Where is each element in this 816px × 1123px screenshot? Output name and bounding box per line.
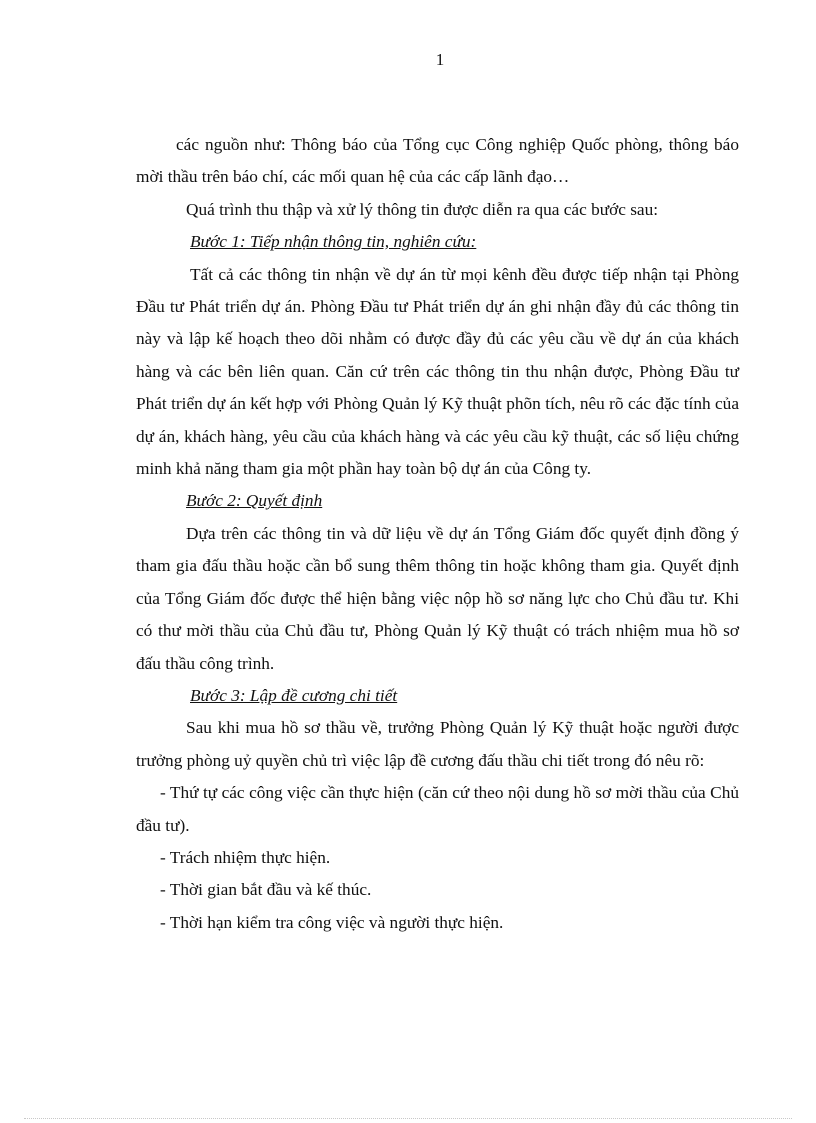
document-body xyxy=(136,129,739,939)
heading-step-3: Bước 3: Lập đề cương chi tiết xyxy=(190,685,398,705)
heading-step-1: Bước 1: Tiếp nhận thông tin, nghiên cứu: xyxy=(190,232,477,252)
page-bottom-divider xyxy=(24,1118,792,1119)
list-item: - Trách nhiệm thực hiện. xyxy=(160,847,331,867)
list-item: - Thời gian bắt đầu và kế thúc. xyxy=(160,880,372,900)
paragraph-step-1: Tất cả các thông tin nhận về dự án từ mọi kênh đều được tiếp nhận tại Phòng Đầu tư Phát triển dự án. Phòng Đầu tư Phát triển dự án ghi nhận đầy đủ các thông tin này và lập kế hoạch theo dõi nhằm có được đầy đủ các yêu cầu về dự án của khách hàng và các bên liên quan. Căn cứ trên các thông tin thu nhận được, Phòng Đầu tư Phát triển dự án kết hợp với Phòng Quản lý Kỹ thuật phõn tích, nêu rõ các đặc tính của dự án, khách hàng, yêu cầu của khách hàng và các yêu cầu kỹ thuật, các số liệu chứng minh khả năng tham gia một phần hay toàn bộ dự án của Công ty. xyxy=(136,264,739,479)
paragraph-sources: các nguồn như: Thông báo của Tổng cục Công nghiệp Quốc phòng, thông báo mời thầu trên báo chí, các mối quan hệ của các cấp lãnh đạo… xyxy=(136,135,739,187)
paragraph-step-3: Sau khi mua hồ sơ thầu về, trưởng Phòng Quản lý Kỹ thuật hoặc người được trưởng phòng uỷ quyền chủ trì việc lập đề cương đấu thầu chi tiết trong đó nêu rõ: xyxy=(136,718,739,770)
paragraph-step-2: Dựa trên các thông tin và dữ liệu về dự án Tổng Giám đốc quyết định đồng ý tham gia đấu thầu hoặc cần bổ sung thêm thông tin hoặc không tham gia. Quyết định của Tổng Giám đốc được thể hiện bằng việc nộp hồ sơ năng lực cho Chủ đầu tư. Khi có thư mời thầu của Chủ đầu tư, Phòng Quản lý Kỹ thuật có trách nhiệm mua hồ sơ đấu thầu công trình. xyxy=(136,523,739,673)
paragraph-process-intro: Quá trình thu thập và xử lý thông tin được diễn ra qua các bước sau: xyxy=(186,199,659,219)
list-item: - Thời hạn kiểm tra công việc và người thực hiện. xyxy=(160,912,504,932)
page-number: 1 xyxy=(435,50,445,69)
heading-step-2: Bước 2: Quyết định xyxy=(186,491,323,511)
list-item: - Thứ tự các công việc cần thực hiện (căn cứ theo nội dung hồ sơ mời thầu của Chủ đầu tư). xyxy=(136,783,739,835)
